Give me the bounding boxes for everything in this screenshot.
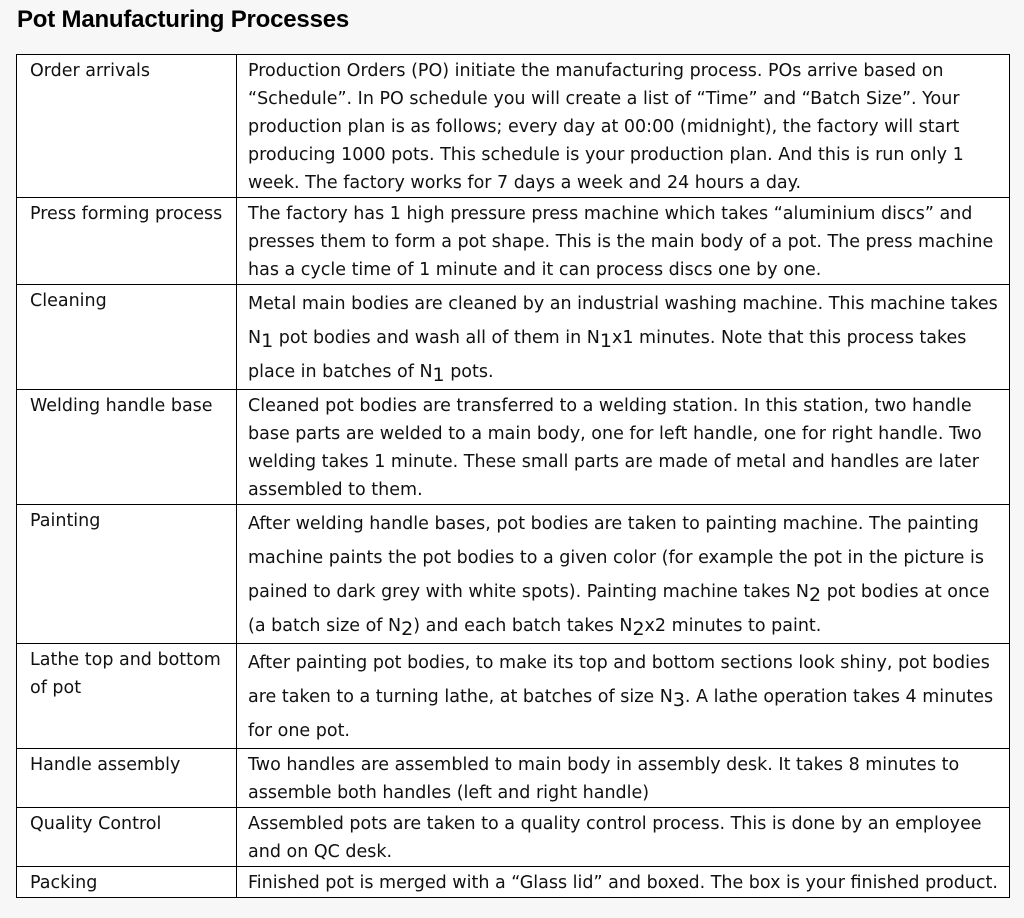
table-row bbox=[17, 390, 1010, 505]
process-name: Cleaning bbox=[17, 285, 237, 390]
process-name: Welding handle base bbox=[17, 390, 237, 505]
desc-text: x2 minutes to paint. bbox=[644, 616, 822, 636]
subscript: 3 bbox=[672, 689, 685, 711]
process-name: Lathe top and bottom of pot bbox=[17, 644, 237, 749]
desc-text: pot bodies and wash all of them in N bbox=[273, 328, 600, 348]
process-name: Quality Control bbox=[17, 808, 237, 867]
table-row bbox=[17, 505, 1010, 644]
process-description: Two handles are assembled to main body in assembly desk. It takes 8 minutes to assemble both handles (left and right handle) bbox=[237, 749, 1010, 808]
process-description: Production Orders (PO) initiate the manufacturing process. POs arrive based on “Schedule”. In PO schedule you will create a list of “Time” and “Batch Size”. Your production plan is as follows; every day at 00:00 (midnight), the factory will start producing 1000 pots. This schedule is your production plan. And this is run only 1 week. The factory works for 7 days a week and 24 hours a day. bbox=[237, 55, 1010, 198]
table-row bbox=[17, 644, 1010, 749]
subscript: 2 bbox=[401, 618, 414, 640]
subscript: 1 bbox=[432, 364, 445, 386]
process-description bbox=[237, 644, 1010, 749]
table-row bbox=[17, 808, 1010, 867]
desc-text: ) and each batch takes N bbox=[413, 616, 633, 636]
process-description bbox=[237, 505, 1010, 644]
desc-text: . A lathe operation takes 4 minutes for one pot. bbox=[248, 687, 994, 741]
process-description: Finished pot is merged with a “Glass lid” and boxed. The box is your finished product. bbox=[237, 867, 1010, 898]
process-name: Press forming process bbox=[17, 198, 237, 285]
process-description: The factory has 1 high pressure press machine which takes “aluminium discs” and presses them to form a pot shape. This is the main body of a pot. The press machine has a cycle time of 1 minute and it can process discs one by one. bbox=[237, 198, 1010, 285]
desc-text: Metal main bodies are cleaned by an industrial washing machine. This machine takes N bbox=[248, 294, 998, 348]
table-row bbox=[17, 749, 1010, 808]
table-row bbox=[17, 198, 1010, 285]
table-row bbox=[17, 867, 1010, 898]
process-description: Cleaned pot bodies are transferred to a welding station. In this station, two handle base parts are welded to a main body, one for left handle, one for right handle. Two welding takes 1 minute. These small parts are made of metal and handles are later assembled to them. bbox=[237, 390, 1010, 505]
subscript: 2 bbox=[809, 584, 822, 606]
desc-text: x1 minutes. Note that this process takes place in batches of N bbox=[248, 328, 967, 382]
process-name: Order arrivals bbox=[17, 55, 237, 198]
table-row bbox=[17, 55, 1010, 198]
desc-text: After welding handle bases, pot bodies are taken to painting machine. The painting machine paints the pot bodies to a given color (for example the pot in the picture is pained to dark grey with white spots). Painting machine takes N bbox=[248, 514, 984, 602]
process-description bbox=[237, 285, 1010, 390]
process-name: Packing bbox=[17, 867, 237, 898]
process-table bbox=[16, 54, 1010, 898]
subscript: 1 bbox=[261, 330, 274, 352]
process-description: Assembled pots are taken to a quality control process. This is done by an employee and on QC desk. bbox=[237, 808, 1010, 867]
process-name: Handle assembly bbox=[17, 749, 237, 808]
table-row bbox=[17, 285, 1010, 390]
subscript: 2 bbox=[632, 618, 645, 640]
page-title: Pot Manufacturing Processes bbox=[17, 6, 350, 33]
desc-text: pot bodies at once (a batch size of N bbox=[248, 582, 990, 636]
process-name: Painting bbox=[17, 505, 237, 644]
subscript: 1 bbox=[599, 330, 612, 352]
desc-text: pots. bbox=[444, 362, 494, 382]
desc-text: After painting pot bodies, to make its top and bottom sections look shiny, pot bodies are taken to a turning lathe, at batches of size N bbox=[248, 653, 990, 707]
